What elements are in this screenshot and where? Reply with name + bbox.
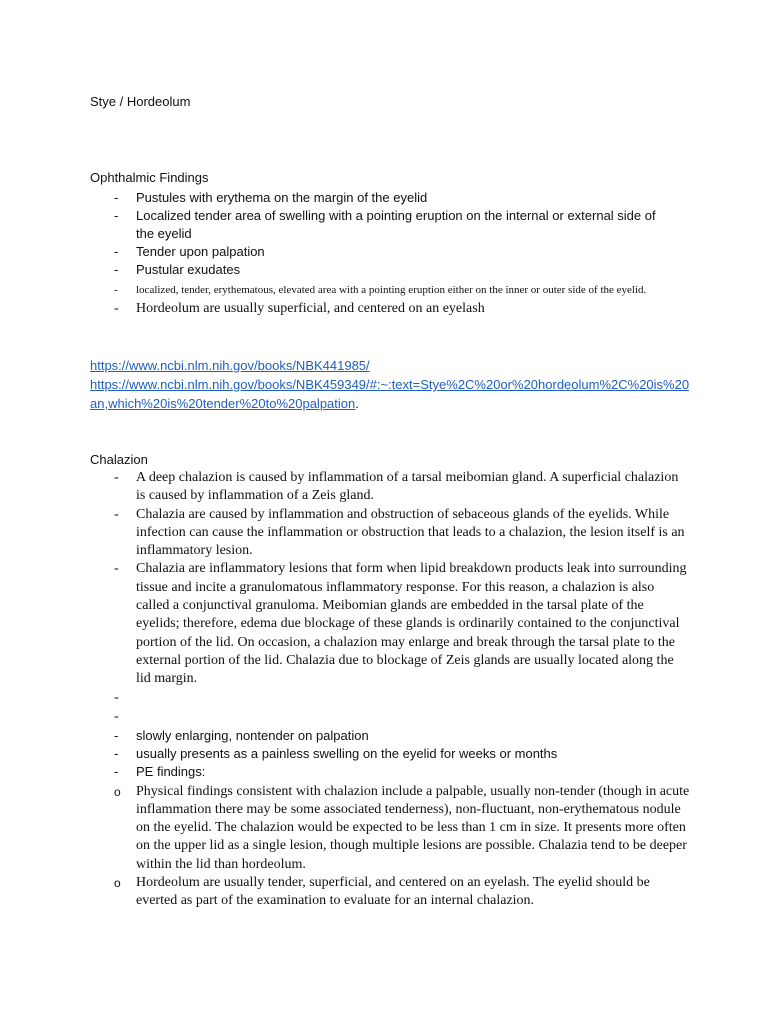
ophthalmic-findings-heading: Ophthalmic Findings: [90, 170, 209, 185]
chalazion-heading: Chalazion: [90, 452, 148, 467]
empty-list-item: -: [114, 689, 119, 705]
empty-list-item: -: [114, 708, 119, 724]
list-item: - Hordeolum are usually superficial, and centered on an eyelash: [114, 301, 485, 316]
list-item: - localized, tender, erythematous, elevated area with a pointing eruption either on the inner or outer side of the eyelid.: [114, 284, 647, 296]
list-item: - Chalazia are inflammatory lesions that form when lipid breakdown products leak into surrounding tissue and incite a granulomatous inflammatory response. For this reason, a chalazion is also called a conjunctival granuloma. Meibomian glands are embedded in the tarsal plate of the eyelids; therefore, edema due blockage of these glands is ordinarily contained to the conjunctival portion of the lid. On occasion, a chalazion may enlarge and break through the tarsal plate to the external portion of the lid. Chalazia due to blockage of Zeis glands are usually located along the lid margin.: [114, 561, 687, 687]
list-item: - Localized tender area of swelling with a pointing eruption on the internal or external side of the eyelid: [114, 208, 656, 241]
ncbi-link-nbk441985[interactable]: https://www.ncbi.nlm.nih.gov/books/NBK441985/: [90, 358, 370, 373]
list-item: - Pustules with erythema on the margin of the eyelid: [114, 190, 428, 205]
stye-findings-list: [90, 189, 690, 318]
pe-findings-list: [114, 783, 690, 911]
link-trailing-period: .: [355, 396, 359, 411]
list-item: o Hordeolum are usually tender, superficial, and centered on an eyelash. The eyelid should be everted as part of the examination to evaluate for an internal chalazion.: [114, 875, 650, 909]
reference-links: [90, 356, 690, 413]
list-item: - Pustular exudates: [114, 262, 241, 277]
list-item: - usually presents as a painless swelling on the eyelid for weeks or months: [114, 745, 558, 761]
list-item: - Chalazia are caused by inflammation and obstruction of sebaceous glands of the eyelids. While infection can cause the inflammation or obstruction that leads to a chalazion, the lesion itself is an inflammatory lesion.: [114, 506, 685, 559]
ncbi-link-nbk459349[interactable]: https://www.ncbi.nlm.nih.gov/books/NBK459349/#:~:text=Stye%2C%20or%20hordeolum%2C%20is%20an,which%20is%20tender%20to%20palpation: [90, 377, 690, 411]
chalazion-list: [90, 469, 690, 911]
list-item: - Tender upon palpation: [114, 244, 265, 259]
list-item: o Physical findings consistent with chalazion include a palpable, usually non-tender (though in acute inflammation there may be some associated tenderness), non-fluctuant, non-erythematous nodule on the eyelid. The chalazion would be expected to be less than 1 cm in size. It presents more often on the upper lid as a single lesion, though multiple lesions are possible. Chalazia tend to be deeper within the lid than hordeolum.: [114, 783, 690, 872]
list-item: - PE findings: o Physical findings consistent with chalazion include a palpable, usually non-tender (though in acute inflammation there may be some associated tenderness), non-fluctuant, non-erythematous nodule on the eyelid. The chalazion would be expected to be less than 1 cm in size. It presents more often on the upper lid as a single lesion, though multiple lesions are possible. Chalazia tend to be deeper within the lid than hordeolum. o Hordeolum are usually tender, superficial, and centered on an eyelash. The eyelid should be everted as part of the examination to evaluate for an internal chalazion.: [90, 763, 690, 911]
list-item: - A deep chalazion is caused by inflammation of a tarsal meibomian gland. A superficial chalazion is caused by inflammation of a Zeis gland.: [114, 470, 679, 504]
list-item: - slowly enlarging, nontender on palpation: [114, 727, 369, 743]
document-title: Stye / Hordeolum: [90, 94, 191, 109]
